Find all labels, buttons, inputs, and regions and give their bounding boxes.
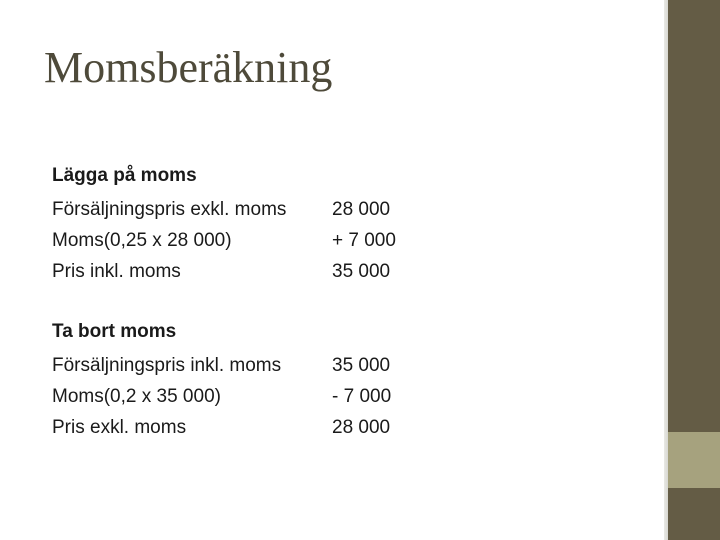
row-label: Försäljningspris exkl. moms: [52, 199, 287, 220]
calc-row: [52, 381, 392, 412]
row-value: 35 000: [332, 355, 391, 376]
row-value: 28 000: [332, 417, 391, 438]
row-label: Pris inkl. moms: [52, 261, 181, 282]
slide-title: Momsberäkning: [44, 43, 333, 92]
side-band-accent: [668, 432, 720, 488]
calc-row: [52, 256, 391, 287]
calc-row: [52, 225, 396, 256]
row-label: Moms(0,25 x 28 000): [52, 230, 232, 251]
row-value: 35 000: [332, 261, 391, 282]
row-label: Pris exkl. moms: [52, 417, 187, 438]
row-value: + 7 000: [332, 230, 396, 251]
row-label: Försäljningspris inkl. moms: [52, 355, 282, 376]
row-label: Moms(0,2 x 35 000): [52, 386, 221, 407]
row-value: 28 000: [332, 199, 391, 220]
row-value: - 7 000: [332, 386, 392, 407]
section-heading: Lägga på moms: [52, 165, 197, 186]
section-add-vat: [52, 162, 396, 287]
section-heading: Ta bort moms: [52, 321, 177, 342]
calc-row: [52, 194, 391, 225]
calc-row: [52, 350, 391, 381]
calc-row: [52, 412, 391, 443]
section-remove-vat: [52, 318, 392, 443]
